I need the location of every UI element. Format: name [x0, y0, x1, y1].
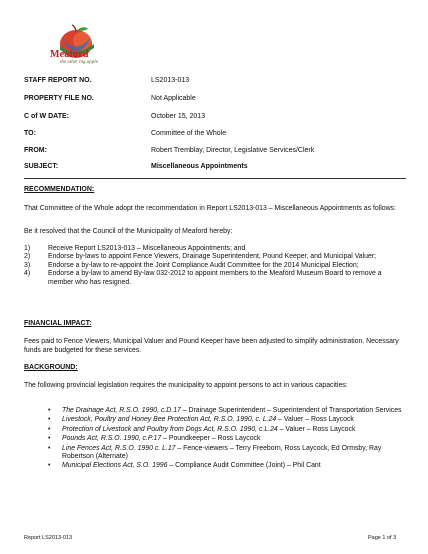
header-value: Robert Tremblay, Director, Legislative Services/Clerk	[151, 147, 315, 154]
recommendation-intro: That Committee of the Whole adopt the recommendation in Report LS2013-013 – Miscellaneous Appointments as follows:	[24, 205, 396, 212]
act-appointment: – Poundkeeper – Ross Laycock	[161, 435, 261, 443]
bullet-icon: •	[48, 462, 51, 470]
list-number: 1)	[24, 245, 31, 252]
financial-impact-heading-text: FINANCIAL IMPACT	[24, 320, 90, 327]
list-number: 3)	[24, 261, 31, 269]
bullet-icon: •	[48, 425, 51, 433]
header-divider	[24, 178, 406, 179]
list-text: Endorse a by-law to amend By-law 032-2012 to appoint members to the Meaford Museum Board to remove a member who has resigned.	[48, 270, 382, 286]
list-item	[24, 245, 406, 253]
legislation-list	[48, 407, 406, 472]
act-name: Pounds Act, R.S.O. 1990, c.P.17	[62, 435, 162, 443]
header-label: STAFF REPORT NO.	[24, 77, 92, 84]
footer-report-number: Report LS2013-013	[24, 535, 73, 541]
legislation-item	[48, 426, 406, 434]
background-heading	[24, 364, 78, 371]
legislation-item	[48, 462, 406, 470]
act-name: The Drainage Act, R.S.O. 1990, c.D.17	[62, 407, 181, 414]
header-value: Not Applicable	[151, 95, 196, 102]
list-text: Receive Report LS2013-013 – Miscellaneous Appointments; and	[48, 245, 246, 252]
header-value-subject: Miscellaneous Appointments	[151, 163, 248, 170]
list-number: 2)	[24, 253, 31, 261]
financial-impact-heading	[24, 320, 91, 327]
header-label: TO:	[24, 130, 36, 137]
header-value: October 15, 2013	[151, 113, 206, 120]
legislation-item	[48, 445, 406, 462]
recommendation-heading-text: RECOMMENDATION	[24, 186, 92, 193]
heading-colon: :	[89, 320, 92, 327]
act-appointment: – Valuer – Ross Laycock	[277, 425, 356, 433]
heading-colon: :	[91, 186, 95, 193]
heading-colon: :	[75, 364, 78, 371]
act-name: Protection of Livestock and Poultry from Dogs Act, R.S.O. 1990, c.L.24	[62, 425, 278, 433]
header-value: LS2013-013	[151, 77, 190, 84]
legislation-item	[48, 435, 406, 443]
act-name: Livestock, Poultry and Honey Bee Protection Act, R.S.O. 1990, c. L.24	[62, 416, 277, 424]
list-item	[24, 262, 406, 270]
act-name: Municipal Elections Act, S.O. 1996	[62, 462, 168, 470]
list-item	[24, 270, 406, 287]
background-heading-text: BACKGROUND	[24, 364, 76, 371]
bullet-icon: •	[48, 416, 51, 424]
legislation-item	[48, 407, 406, 415]
act-appointment: – Compliance Audit Committee (Joint) – Phil Cant	[167, 462, 321, 470]
footer-page-number: Page 1 of 3	[368, 535, 397, 541]
legislation-item	[48, 416, 406, 424]
background-intro: The following provincial legislation requires the municipality to appoint persons to act in various capacities:	[24, 382, 348, 389]
act-appointment: – Valuer – Ross Laycock	[276, 416, 354, 424]
header-value: Committee of the Whole	[151, 130, 227, 137]
list-item	[24, 253, 406, 261]
header-label: FROM:	[24, 147, 47, 154]
header-label: SUBJECT:	[24, 163, 59, 170]
bullet-icon: •	[48, 444, 51, 452]
logo-wordmark: Meaford	[50, 49, 89, 60]
logo-tagline: the other big apple	[60, 60, 98, 65]
act-appointment: – Drainage Superintendent – Superintendent of Transportation Services	[180, 407, 402, 414]
header-label: C of W DATE:	[24, 113, 69, 120]
list-number: 4)	[24, 270, 31, 278]
header-label: PROPERTY FILE NO.	[24, 95, 94, 102]
financial-impact-text: Fees paid to Fence Viewers, Municipal Valuer and Pound Keeper have been adjusted to simplify administration. Necessary funds are budgeted for these services.	[24, 338, 399, 354]
bullet-icon: •	[48, 407, 51, 414]
bullet-icon: •	[48, 435, 51, 443]
recommendation-list	[24, 245, 406, 287]
recommendation-resolved: Be it resolved that the Council of the Municipality of Meaford hereby:	[24, 228, 233, 235]
act-appointment: – Fence-viewers – Terry Freeborn, Ross Laycock, Ed Ormsby, Ray Robertson (Alternate)	[62, 444, 382, 461]
act-name: Line Fences Act, R.S.O. 1990 c. L.17	[62, 444, 176, 452]
recommendation-heading	[24, 186, 94, 193]
list-text: Endorse by-laws to appoint Fence Viewers, Drainage Superintendent, Pound Keeper, and Municipal Valuer;	[48, 253, 377, 261]
list-text: Endorse a by-law to re-appoint the Joint Compliance Audit Committee for the 2014 Municipal Election;	[48, 261, 359, 269]
